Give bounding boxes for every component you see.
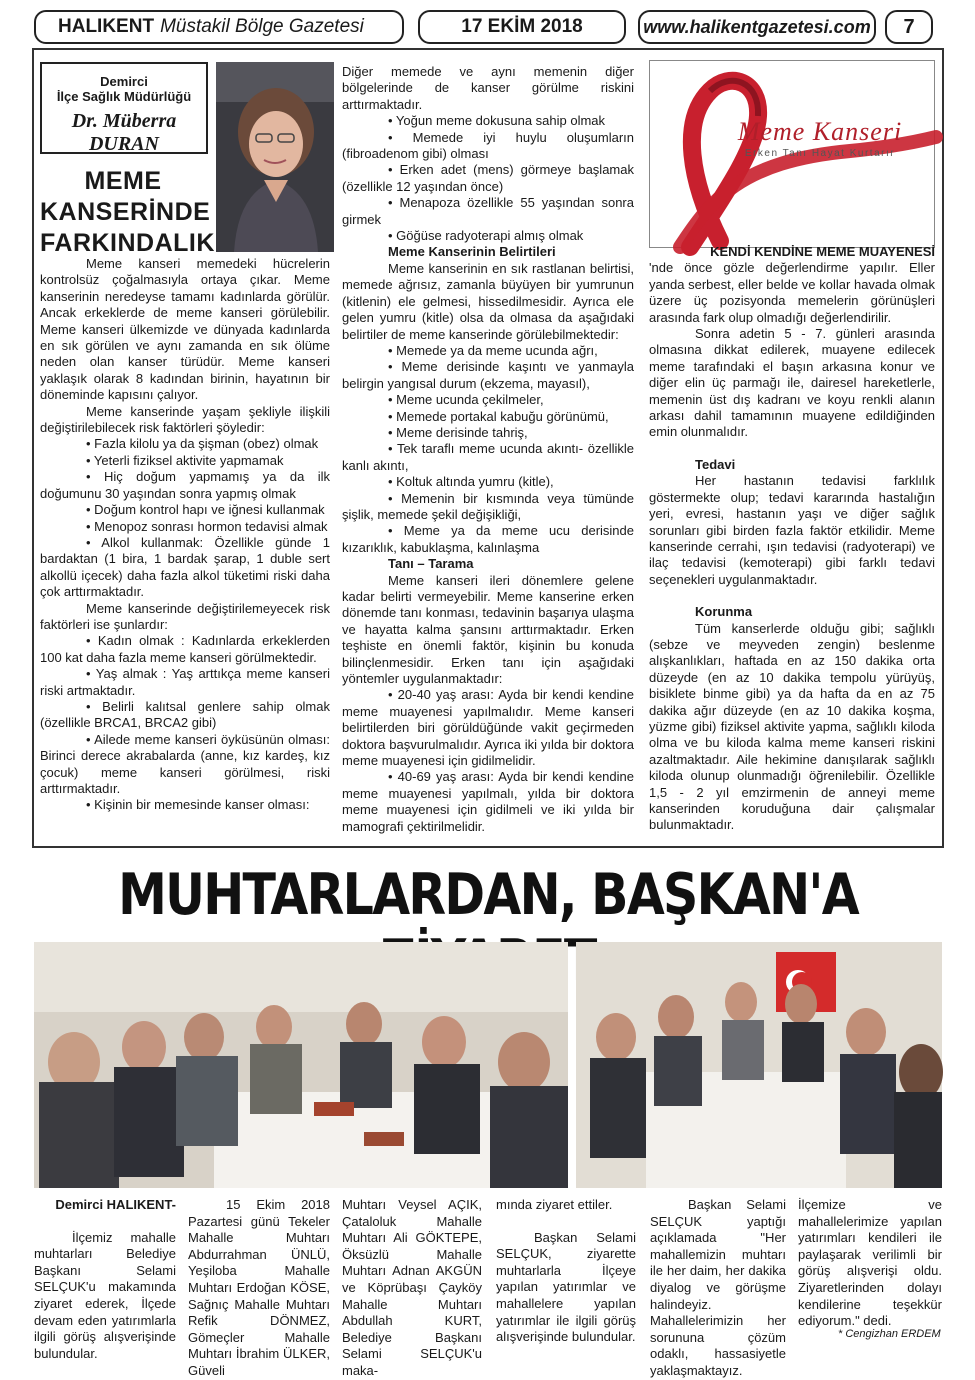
story-column-4	[496, 1197, 636, 1346]
section-heading-symptoms: Meme Kanserinin Belirtileri	[388, 244, 556, 260]
spacer	[649, 588, 935, 604]
list-item: • Kadın olmak : Kadınlarda erkeklerden 100 kat daha fazla meme kanseri görülmektedir.	[40, 633, 330, 665]
story-headline: MUHTARLARDAN, BAŞKAN'A	[118, 862, 858, 928]
paragraph: Başkan Selami SELÇUK, ziyarette muhtarlarla İlçeye yapılan yatırımlar ve mahallelere yapılan yatırımlar ile ilgili görüş alışverişinde bulundular.	[496, 1229, 636, 1345]
list-item: • Menopoz sonrası hormon tedavisi almak	[86, 518, 328, 534]
paragraph: İlçemize ve mahallelerimize yapılan yatırımları kendileri ile paylaşarak verilimli bir görüş alışverişi oldu. Ziyaretlerinden dolayı kendilerine teşekkür ediyorum." dedi.	[798, 1197, 942, 1329]
meeting-photo-left	[34, 942, 568, 1188]
paragraph: Sonra adetin 5 - 7. günleri arasında olmasına dikkat edilerek, muayene edilecek meme tarafındaki el başın arkasına konur ve diğer elin üç parmağı ile, dairesel hareketlerle, memenin üst dış kadranı ve koyu renkli alanın arkası dahil tamamının muayene edildiğinden emin olunmalıdır.	[649, 326, 935, 440]
paragraph: Meme kanseri memedeki hücrelerin kontrolsüz çoğalmasıyla ortaya çıkar. Meme kanserinin neredeyse tamamı kadınlarda görülür. Ancak erkeklerde de meme kanseri görülebilir. Meme kanseri ülkemizde ve dünyada kadınlarda en sık görülen ve aynı zamanda en sık ölüme neden olan kanser türüdür. Meme kanseri yaklaşık olarak 8 kadından birinin, hayatının bir döneminde kapısını çalıyor.	[40, 256, 330, 403]
list-item: • Erken adet (mens) görmeye başlamak (özellikle 12 yaşından önce)	[342, 162, 634, 194]
headline-line-2: KANSERİNDE	[40, 198, 211, 226]
paragraph: Meme kanserinde değiştirilemeyecek risk faktörleri ise şunlardır:	[40, 600, 330, 632]
issue-date: 17 EKİM 2018	[418, 10, 626, 44]
section-heading-prevention: Korunma	[695, 604, 753, 620]
paragraph: Tüm kanserlerde olduğu gibi; sağlıklı (sebze ve meyveden zengin) beslenme alışkanlıkları, haftada en az 150 dakika orta düzeyde (en az 10 dakika tempolu yürüyüş, bisiklete binme gibi) ya da hafta da en az 75 dakika ağır düzeyde (en az 10 dakika koşma, yüzme gibi) fiziksel aktivite yapma, sağlıklı kiloda olma ve bu kiloda kalma meme kanseri riskini azaltmaktadır. Aile hekimine danışılarak sağlıklı kiloda olunup olunmadığı öğrenilebilir. Özellikle 1,5 - 2 yıl emzirmenin de anneyi meme kanserinden koruduğuna dair çalışmalar bulunmaktadır.	[649, 620, 935, 833]
list-item: • Tek taraflı meme ucunda akıntı- özellikle kanlı akıntı,	[342, 441, 634, 473]
list-item: • Yoğun meme dokusuna sahip olmak	[388, 113, 606, 129]
list-item: • Memenin bir kısmında veya tümünde şişlik, memede şekil değişikliği,	[342, 490, 634, 522]
list-item: • Memede iyi huylu oluşumların (fibroadenom gibi) olması	[342, 129, 634, 162]
list-item: • Memede ya da meme ucunda ağrı,	[388, 342, 598, 358]
ribbon-title: Meme Kanseri	[737, 117, 903, 146]
list-item: • Hiç doğum yapmamış ya da ilk doğumunu 30 yaşından sonra yapmış olmak	[40, 469, 330, 501]
masthead	[34, 10, 404, 44]
paragraph: 'nde önce gözle değerlendirme yapılır. Eller yanda serbest, eller belde ve kollar havada olmak üzere üç pozisyonda memelerin görünüşleri arasında fark olup olmadığı değerlendirilir.	[649, 260, 935, 325]
list-item: • Belirli kalıtsal genlere sahip olmak (özellikle BRCA1, BRCA2 gibi)	[40, 698, 330, 731]
paragraph: İlçemiz mahalle muhtarları Belediye Başkanı Selami SELÇUK'u makamında ziyaret ederek, İlçede devam eden yatırımlarla ilgili görüş alışverişinde bulundular.	[34, 1229, 176, 1361]
meeting-photo-right	[576, 942, 942, 1188]
headline-line-1: MEME	[84, 167, 162, 195]
paragraph: Başkan Selami SELÇUK yaptığı açıklamada "Her mahallemizin muhtarı ile her daim, her dakika diyalog ve görüşme halindeyiz. Mahallelerimizin her sorununa çözüm odaklı, hassasiyetle yaklaşmaktayız.	[650, 1197, 786, 1378]
story-column-1	[34, 1197, 176, 1362]
byline-org-1: Demirci	[100, 74, 148, 89]
paragraph: Diğer memede ve aynı memenin diğer bölgelerinde de kanser görülme riskini arttırmaktadır.	[342, 64, 634, 112]
photo-credit: * Cengizhan ERDEM	[838, 1328, 941, 1340]
list-item: • Yeterli fiziksel aktivite yapmamak	[86, 452, 284, 468]
list-item: • Koltuk altında yumru (kitle),	[388, 474, 554, 490]
story-column-2	[188, 1197, 330, 1380]
byline-org-2: İlçe Sağlık Müdürlüğü	[56, 89, 192, 104]
byline-author: Dr. Müberra DURAN	[71, 110, 177, 155]
paragraph: Muhtarı Veysel AÇIK, Çataloluk Mahalle Muhtarı Ali GÖKTEPE, Öksüzlü Mahalle Muhtarı Adnan AKGÜN ve Köprübaşı Çayköy Mahalle Muhtarı Abdullah KURT, Belediye Başkanı Selami SELÇUK'u maka-	[342, 1197, 482, 1378]
list-item: • Meme ya da meme ucu derisinde kızarıklık, kabuklaşma, kalınlaşma	[342, 523, 634, 555]
article-column-3	[649, 244, 935, 834]
list-item: • Alkol kullanmak: Özellikle günde 1 bardaktan (1 bira, 1 bardak şarap, 1 duble sert alkollü içecek) daha fazla alkol tüketimi riski daha çok arttırmaktadır.	[40, 534, 330, 600]
article-column-2	[342, 64, 634, 835]
ribbon-subtitle: Erken Tanı Hayat Kurtarır	[744, 148, 896, 159]
story-column-6	[798, 1197, 942, 1330]
paragraph: • 20-40 yaş arası: Ayda bir kendi kendine meme muayenesi yapılmalıdır. Meme kanseri belirtilerden biri görüldüğünde vakit geçirmeden doktora başvurulmalıdır. Ayrıca iki yılda bir doktora meme muayenesi için gidilmelidir.	[342, 687, 634, 769]
spacer	[496, 1214, 636, 1230]
paragraph: Meme kanserinde yaşam şekliyle ilişkili değiştirilebilecek risk faktörleri şöyledir:	[40, 403, 330, 436]
list-item: • Kişinin bir memesinde kanser olması:	[86, 797, 310, 813]
section-heading-treatment: Tedavi	[695, 456, 736, 472]
section-heading-diagnosis: Tanı – Tarama	[388, 556, 474, 572]
spacer	[34, 1214, 176, 1230]
headline-line-3: FARKINDALIK	[40, 229, 215, 257]
story-dateline: Demirci HALIKENT-	[55, 1197, 176, 1212]
list-item: • Memede portakal kabuğu görünümü,	[388, 408, 609, 424]
article-headline	[40, 166, 215, 259]
list-item: • Ailede meme kanseri öyküsünün olması: Birinci derece akrabalarda (anne, kız kardeş, kız çocuk) meme kanseri görülmesi, riski arttırmaktadır.	[40, 731, 330, 796]
paragraph: • 40-69 yaş arası: Ayda bir kendi kendine meme muayenesi yapılmalı, yılda bir doktora meme muayenesi için gidilmeli ve iki yılda bir mamografi çektirilmelidir.	[342, 769, 634, 834]
website-url[interactable]: www.halikentgazetesi.com	[638, 10, 876, 44]
author-portrait	[216, 62, 334, 252]
paragraph: Meme kanseri ileri dönemlere gelene kadar belirti vermeyebilir. Meme kanserine erken dönemde tanı konması, tedavinin başarıya ulaşma ve hayatta kalma şansını arttırmaktadır. Erken teşhiste en önemli faktör, kişinin bu konuda bilinçlenmesidir. Erken tanı için aşağıdaki yöntemler uygulanmaktadır:	[342, 572, 634, 687]
list-item: • Meme derisinde kaşıntı ve yanmayla belirgin yangısal durum (ekzema, mayasıl),	[342, 359, 634, 391]
list-item: • Meme derisinde tahriş,	[388, 424, 528, 440]
brand-name: HALIKENT	[58, 16, 155, 37]
section-heading-self-exam: KENDİ KENDİNE MEME MUAYENESİ	[710, 244, 935, 259]
list-item: • Menapoza özellikle 55 yaşından sonra girmek	[342, 195, 634, 227]
list-item: • Meme ucunda çekilmeler,	[388, 392, 544, 408]
story-column-5	[650, 1197, 786, 1380]
paragraph: 15 Ekim 2018 Pazartesi günü Tekeler Mahalle Muhtarı Abdurrahman ÜNLÜ, Yeşiloba Mahalle Muhtarı Erdoğan KÖSE, Sağnıç Mahalle Muhtarı Refik DÖNMEZ, Gömeçler Mahalle Muhtarı İbrahim ÜLKER, Güveli	[188, 1197, 330, 1378]
spacer	[649, 441, 935, 457]
article-column-1	[40, 256, 330, 814]
list-item: • Göğüse radyoterapi almış olmak	[388, 228, 584, 244]
list-item: • Fazla kilolu ya da şişman (obez) olmak	[86, 436, 319, 452]
paragraph: Her hastanın tedavisi farklılık göstermekte olup; tedavi kararında hastalığın yeri, evresi, hastanın yaşı ve diğer sağlık sorunları gibi birden fazla faktör etkilidir. Meme kanserinde cerrahi, ışın tedavisi (radyoterapi) ve ilaç tedavisi (kemoterapi) gibi farklı tedavi seçenekleri uygulanmaktadır.	[649, 473, 935, 587]
list-item: • Yaş almak : Yaş arttıkça meme kanseri riski artmaktadır.	[40, 666, 330, 698]
byline-box	[40, 62, 208, 154]
story-column-3	[342, 1197, 482, 1380]
paragraph: mında ziyaret ettiler.	[496, 1197, 613, 1212]
paragraph: Meme kanserinin en sık rastlanan belirtisi, memede ağrısız, zamanla büyüyen bir yumrunun (kitlenin) ele gelmesi, hissedilmesidir. Ayrıca ele gelen yumru (kitle) olsa da olmasa da aşağıdaki belirtiler de meme kanserinde görülebilmektedir:	[342, 260, 634, 342]
page-number: 7	[885, 10, 933, 44]
brand-tagline: Müstakil Bölge Gazetesi	[160, 16, 364, 37]
list-item: • Doğum kontrol hapı ve iğnesi kullanmak	[86, 502, 325, 518]
